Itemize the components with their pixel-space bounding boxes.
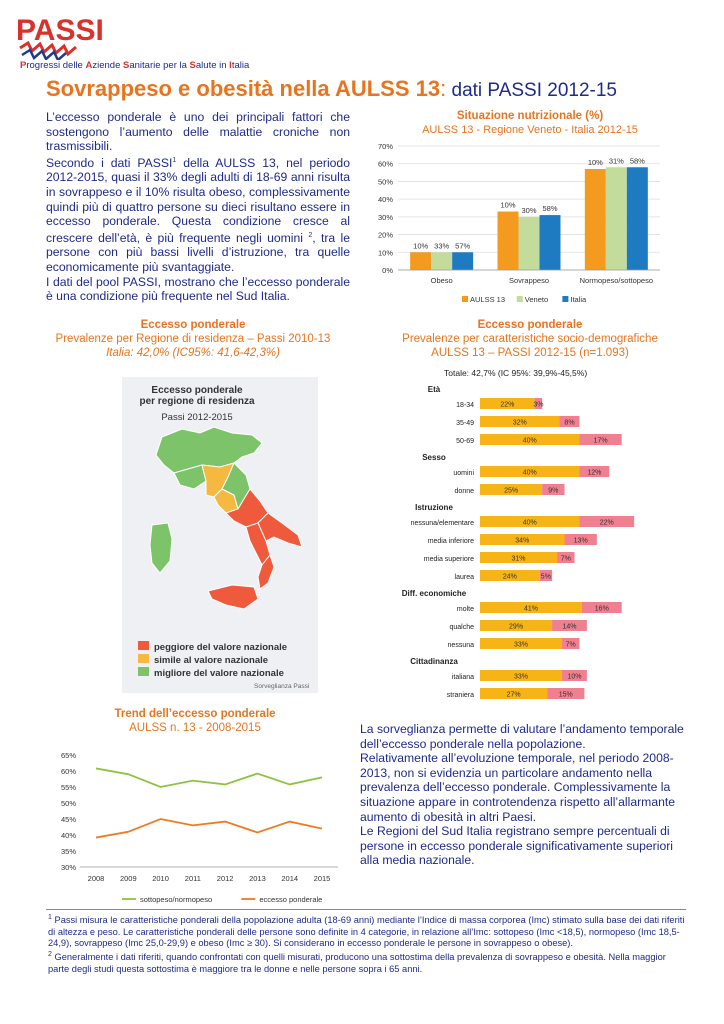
nutri-bar — [627, 167, 648, 270]
passi-logo-icon — [14, 8, 134, 60]
trend-text — [360, 722, 690, 868]
socio-value-label: 33% — [514, 673, 529, 681]
socio-value-label: 31% — [511, 555, 526, 563]
trend-xtick-label: 2012 — [216, 874, 234, 883]
legend-similar: simile al valore nazionale — [138, 654, 287, 667]
socio-row-label: media inferiore — [427, 538, 474, 545]
socio-group-label: Sesso — [422, 453, 446, 462]
nutri-legend-swatch — [462, 296, 468, 302]
italy-regions-map — [122, 377, 318, 637]
socio-value-label: 27% — [506, 691, 521, 699]
socio-row-label: nessuna/elementare — [410, 520, 474, 527]
nutri-value-label: 31% — [608, 156, 624, 166]
logo-tagline: Progressi delle Aziende Sanitarie per la Salute in Italia — [20, 60, 250, 71]
nutri-bar — [498, 212, 519, 270]
nutri-bar — [585, 169, 606, 270]
nutri-ytick-label: 60% — [377, 159, 393, 169]
socio-value-label: 10% — [567, 673, 582, 681]
socio-value-label: 40% — [522, 469, 537, 477]
intro-paragraph-3: I dati del pool PASSI, mostrano che l’eccesso ponderale è una condizione più frequente nel Sud Italia. — [46, 274, 350, 304]
nutri-ytick-label: 30% — [377, 212, 393, 222]
trend-xtick-label: 2013 — [249, 874, 266, 883]
trend-ytick-label: 45% — [60, 815, 76, 824]
socio-value-label: 33% — [514, 641, 529, 649]
nutri-bar — [540, 215, 561, 270]
socio-row-label: media superiore — [423, 556, 474, 563]
footnote-2: $^2$ Generalmente i dati riferiti, quando confrontati con quelli misurati, producono una sottostima della prevalenza di sovrappeso e obesità. Nella maggior parte degli studi questa sottostima è maggiore tra le donne e nelle persone sopra i 65 anni. — [48, 951, 666, 974]
socio-value-label: 7% — [565, 641, 576, 649]
socio-row-label: italiana — [451, 674, 474, 681]
nutri-value-label: 33% — [434, 241, 450, 251]
nutri-value-label: 30% — [521, 205, 537, 215]
trend-ytick-label: 40% — [60, 831, 76, 840]
italy-map — [122, 377, 318, 693]
socio-value-label: 7% — [560, 555, 571, 563]
trend-ytick-label: 35% — [60, 847, 76, 856]
trend-chart — [40, 745, 350, 910]
nutri-ytick-label: 10% — [377, 248, 393, 258]
trend-ytick-label: 55% — [60, 783, 76, 792]
socio-total: Totale: 42,7% (IC 95%: 39,9%-45,5%) — [444, 368, 588, 378]
socio-value-label: 41% — [523, 605, 538, 613]
nutri-value-label: 58% — [542, 204, 558, 214]
trend-xtick-label: 2014 — [281, 874, 299, 883]
logo — [14, 8, 134, 60]
socio-row-label: laurea — [454, 574, 474, 581]
socio-value-label: 14% — [562, 623, 577, 631]
intro-text — [46, 110, 350, 304]
trend-ytick-label: 30% — [60, 863, 76, 872]
nutri-bar — [519, 217, 540, 270]
trend-xtick-label: 2010 — [152, 874, 169, 883]
trend-section-title: Trend dell’eccesso ponderale AULSS n. 13 - 2008-2015 — [114, 708, 276, 734]
footnotes — [48, 912, 688, 975]
socio-value-label: 3% — [533, 401, 544, 409]
nutri-category-label: Obeso — [430, 276, 453, 285]
socio-row-label: donne — [454, 488, 474, 495]
intro-paragraph-1: L’eccesso ponderale è uno dei principali fattori che sostengono l’aumento delle malattie croniche non trasmissibili. — [46, 110, 350, 154]
socio-value-label: 22% — [500, 401, 515, 409]
socio-value-label: 24% — [502, 573, 517, 581]
nutri-bar — [410, 252, 431, 270]
socio-value-label: 22% — [599, 519, 614, 527]
trend-paragraph-1: La sorveglianza permette di valutare l’andamento temporale dell’eccesso ponderale nella popolazione. — [360, 722, 684, 751]
socio-group-label: Diff. economiche — [401, 589, 467, 598]
footnote-1: $^1$ Passi misura le caratteristiche ponderali della popolazione adulta (18-69 anni) mediante l’Indice di massa corporea (Imc) stimato sulla base dei dati riferiti di altezza e peso. Le caratteristiche ponderali delle persone sono definite in 4 categorie, in relazione all’Imc: sottopeso (Imc <18,5), normopeso (Imc 18,5-24,9), sovrappeso (Imc 25,0-29,9) e obeso (Imc ≥ 30). Si considerano in eccesso ponderale le persone in sovrappeso o obese). — [48, 914, 685, 948]
socio-value-label: 29% — [509, 623, 524, 631]
trend-legend-label: eccesso ponderale — [259, 895, 323, 904]
nutri-legend-swatch — [517, 296, 523, 302]
socio-row-label: uomini — [453, 470, 474, 477]
socio-row-label: straniera — [446, 692, 474, 699]
legend-worse: peggiore del valore nazionale — [138, 641, 287, 654]
socio-value-label: 40% — [522, 519, 537, 527]
nutri-value-label: 10% — [413, 241, 429, 251]
trend-ytick-label: 65% — [60, 751, 76, 760]
trend-xtick-label: 2009 — [119, 874, 137, 883]
nutri-ytick-label: 40% — [377, 195, 393, 205]
socio-section-title: Eccesso ponderale Prevalenze per caratteristiche socio-demografiche AULSS 13 – PASSI 2012-15 (n=1.093) — [402, 319, 658, 359]
trend-ytick-label: 50% — [60, 799, 76, 808]
map-section-title: Eccesso ponderale Prevalenze per Regione di residenza – Passi 2010-13 Italia: 42,0% (IC95%: 41,6-42,3%) — [55, 319, 331, 359]
nutri-value-label: 57% — [455, 241, 471, 251]
nutri-bar — [431, 252, 452, 270]
nutri-legend-label: AULSS 13 — [470, 295, 506, 304]
map-source: Sorveglianza Passi — [254, 683, 310, 690]
socio-value-label: 16% — [594, 605, 609, 613]
nutri-legend-label: Veneto — [524, 295, 549, 304]
map-title: Eccesso ponderale per regione di residenza Passi 2012-2015 — [139, 385, 255, 423]
socio-value-label: 13% — [573, 537, 588, 545]
socio-row-label: 50-69 — [456, 438, 474, 445]
nutri-ytick-label: 50% — [377, 177, 393, 187]
socio-chart — [380, 380, 680, 705]
socio-value-label: 8% — [564, 419, 575, 427]
page-title: Sovrappeso e obesità nella AULSS 13: dati PASSI 2012-15 — [46, 76, 617, 101]
trend-series-line — [96, 768, 322, 787]
socio-value-label: 25% — [504, 487, 519, 495]
trend-xtick-label: 2008 — [87, 874, 105, 883]
nutri-value-label: 58% — [629, 156, 645, 166]
socio-group-label: Istruzione — [415, 503, 453, 512]
trend-paragraph-2: Relativamente all’evoluzione temporale, nel periodo 2008-2013, non si evidenzia un particolare andamento nella prevalenza dell’eccesso ponderale. Complessivamente la situazione appare in controtendenza rispetto all’allarmante aumento di obesità in altri Paesi. — [360, 751, 676, 824]
trend-paragraph-3: Le Regioni del Sud Italia registrano sempre percentuali di persone in eccesso ponderale significativamente superiori alla media nazionale. — [360, 824, 673, 868]
socio-row-label: 35-49 — [456, 420, 474, 427]
nutri-chart — [370, 138, 670, 310]
socio-row-label: nessuna — [447, 642, 474, 649]
socio-row-label: 18-34 — [456, 402, 474, 409]
trend-xtick-label: 2011 — [184, 874, 201, 883]
socio-value-label: 5% — [540, 573, 551, 581]
nutri-ytick-label: 70% — [377, 142, 393, 151]
trend-legend-label: sottopeso/normopeso — [140, 895, 213, 904]
nutri-legend-label: Italia — [570, 295, 587, 304]
trend-ytick-label: 60% — [60, 767, 76, 776]
footnote-divider — [46, 909, 686, 910]
nutri-legend-swatch — [562, 296, 568, 302]
legend-better: migliore del valore nazionale — [138, 667, 287, 680]
nutri-bar — [606, 167, 627, 270]
socio-value-label: 17% — [593, 437, 608, 445]
nutri-ytick-label: 0% — [382, 266, 393, 275]
nutri-chart-title: Situazione nutrizionale (%) AULSS 13 - Regione Veneto - Italia 2012-15 — [422, 110, 638, 136]
socio-value-label: 15% — [558, 691, 573, 699]
nutri-category-label: Normopeso/sottopeso — [579, 276, 654, 285]
socio-value-label: 9% — [548, 487, 559, 495]
nutri-ytick-label: 20% — [377, 230, 393, 240]
nutri-value-label: 10% — [587, 158, 603, 168]
socio-value-label: 40% — [522, 437, 537, 445]
trend-xtick-label: 2015 — [313, 874, 331, 883]
socio-group-label: Cittadinanza — [410, 657, 458, 666]
svg-text:PASSI: PASSI — [16, 14, 104, 47]
nutri-category-label: Sovrappeso — [508, 276, 550, 285]
intro-paragraph-2: Secondo i dati PASSI$^1$ della AULSS 13, nel periodo 2012-2015, quasi il 33% degli adulti di 18-69 anni risulta in sovrappeso e il 10% risulta obeso, complessivamente quindi più di quattro persone su dieci risultano essere in eccesso ponderale. Questa condizione cresce al crescere dell’età, è più frequente negli uomini $^2$, tra le persone con più bassi livelli d’istruzione, tra quelle economicamente più svantaggiate. — [46, 155, 350, 275]
socio-value-label: 34% — [515, 537, 530, 545]
map-legend — [138, 641, 287, 680]
socio-group-label: Età — [427, 385, 441, 394]
socio-row-label: molte — [456, 606, 474, 613]
socio-row-label: qualche — [449, 624, 474, 631]
trend-series-line — [96, 819, 322, 838]
socio-value-label: 12% — [587, 469, 602, 477]
socio-value-label: 32% — [512, 419, 527, 427]
nutri-value-label: 10% — [500, 200, 516, 210]
nutri-bar — [452, 252, 473, 270]
